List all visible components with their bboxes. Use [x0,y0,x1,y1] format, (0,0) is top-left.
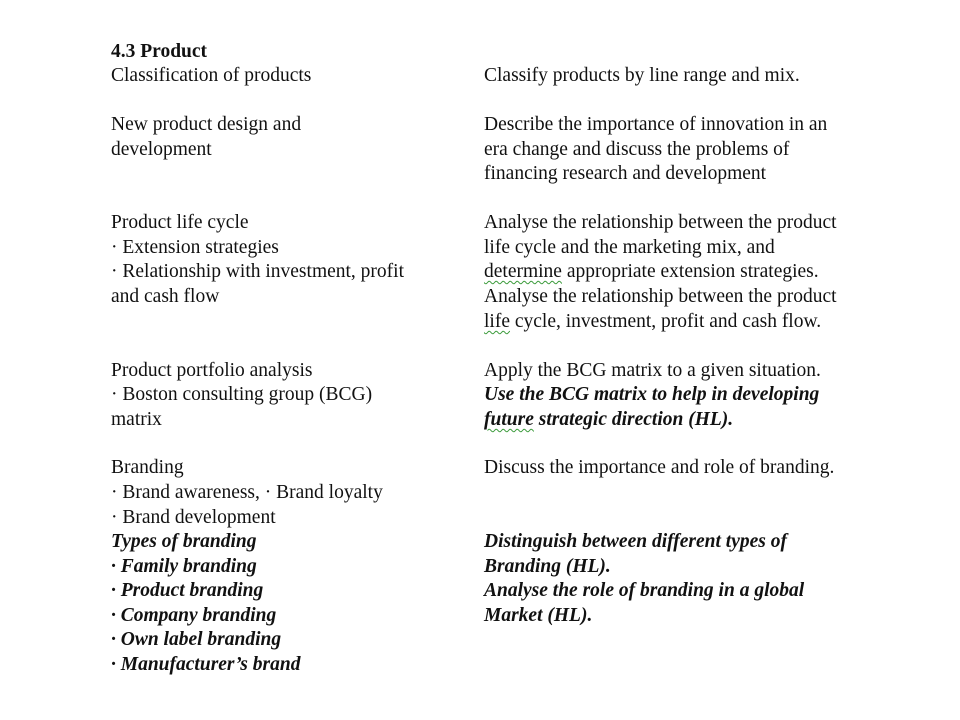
objective-new-product-line-1: Describe the importance of innovation in an [484,114,828,135]
topic-types-title: Types of branding [111,531,257,552]
objective-plc-line-5 [484,310,821,334]
objective-types-line-4: Market (HL). [484,605,593,626]
spellcheck-word: determine [484,261,562,282]
objective-new-product-line-3: financing research and development [484,163,767,184]
objective-branding: Discuss the importance and role of branding. [484,457,835,478]
topic-new-product-line-2: development [111,139,212,160]
objective-new-product-line-2: era change and discuss the problems of [484,139,790,160]
objective-portfolio-line-2: Use the BCG matrix to help in developing [484,384,820,405]
topic-types-bullet-4: · Own label branding [111,629,282,650]
topic-plc-bullet-2: · Relationship with investment, profit [111,261,405,282]
topic-plc-title: Product life cycle [111,212,249,233]
topic-portfolio-title: Product portfolio analysis [111,360,313,381]
objective-plc-line-3 [484,260,819,284]
objective-types-line-3: Analyse the role of branding in a global [484,580,805,601]
topic-portfolio-bullet-cont: matrix [111,409,162,430]
topic-types-bullet-1: · Family branding [111,556,257,577]
objective-types-line-1: Distinguish between different types of [484,531,787,552]
topic-branding-bullet-1: · Brand awareness, · Brand loyalty [111,482,383,503]
objective-portfolio-line-3-rest: strategic direction (HL). [533,409,734,430]
objective-plc-line-4: Analyse the relationship between the product [484,286,837,307]
topic-types-bullet-5: · Manufacturer’s brand [111,654,301,675]
objective-portfolio-line-1: Apply the BCG matrix to a given situation. [484,360,821,381]
topic-branding-bullet-2: · Brand development [111,507,276,528]
topic-branding-title: Branding [111,457,184,478]
objective-portfolio-line-3 [484,408,733,432]
topic-plc-bullet-2-cont: and cash flow [111,286,220,307]
topic-types-bullet-3: · Company branding [111,605,277,626]
section-heading: 4.3 Product [111,41,208,62]
objective-plc-line-1: Analyse the relationship between the product [484,212,837,233]
topic-new-product-line-1: New product design and [111,114,302,135]
objective-plc-line-2: life cycle and the marketing mix, and [484,237,775,258]
topic-classification: Classification of products [111,65,312,86]
objective-classification: Classify products by line range and mix. [484,65,800,86]
objective-plc-line-3-rest: appropriate extension strategies. [561,261,819,282]
topic-types-bullet-2: · Product branding [111,580,264,601]
spellcheck-word: future [484,409,534,430]
objective-types-line-2: Branding (HL). [484,556,611,577]
objective-plc-line-5-rest: cycle, investment, profit and cash flow. [509,311,822,332]
topic-portfolio-bullet: · Boston consulting group (BCG) [111,384,373,405]
topic-plc-bullet-1: · Extension strategies [111,237,279,258]
spellcheck-word: life [484,311,510,332]
